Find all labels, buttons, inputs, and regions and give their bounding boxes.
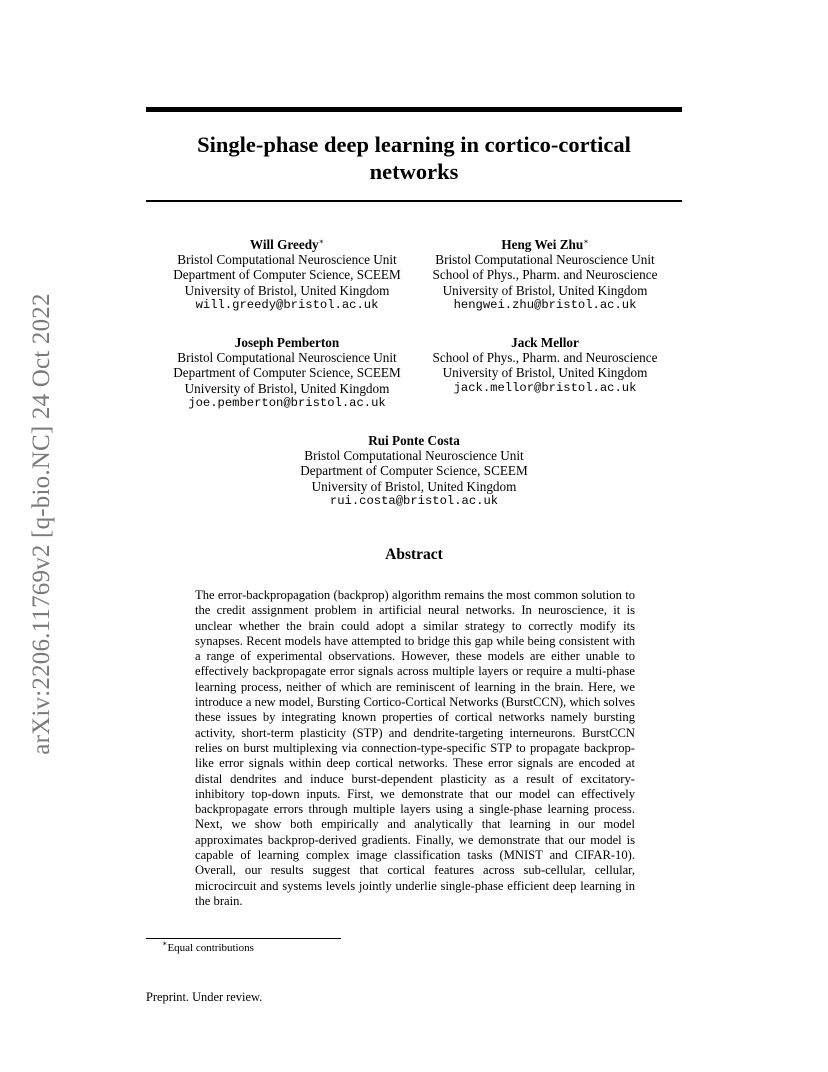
paper-title [146, 131, 682, 185]
author-block-costa [296, 433, 532, 509]
arxiv-id: arXiv:2206.11769v2 [q-bio.NC] 24 Oct 2022 [28, 293, 55, 755]
author-affiliation: University of Bristol, United Kingdom [184, 282, 390, 298]
abstract-text: The error-backpropagation (backprop) algorithm remains the most common solution to the credit assignment problem in artificial neural networks. In neuroscience, it is unclear whether the brain could adopt a similar strategy to correctly modify its synapses. Recent models have attempted to bridge this gap while being consistent with a range of experimental observations. However, these models are either unable to effectively backpropagate error signals across multiple layers or require a multi-phase learning process, neither of which are reminiscent of learning in the brain. Here, we introduce a new model, Bursting Cortico-Cortical Networks (BurstCCN), which solves these issues by integrating known properties of cortical networks namely bursting activity, short-term plasticity (STP) and dendrite-targeting interneurons. BurstCCN relies on burst multiplexing via connection-type-specific STP to propagate backprop-like error signals within deep cortical networks. These error signals are encoded at distal dendrites and induce burst-dependent plasticity as a result of excitatory-inhibitory top-down inputs. First, we demonstrate that our model can effectively backpropagate errors through multiple layers using a single-phase learning process. Next, we show both empirically and analytically that learning in our model approximates backprop-derived gradients. Finally, we demonstrate that our model is capable of learning complex image classification tasks (MNIST and CIFAR-10). Overall, our results suggest that cortical features across sub-cellular, cellular, microcircuit and systems levels jointly underlie single-phase efficient deep learning in the brain. [195, 588, 635, 908]
author-affiliation: Department of Computer Science, SCEEM [173, 365, 401, 381]
title-line-1: Single-phase deep learning in cortico-cortical [197, 132, 631, 157]
author-name: Joseph Pemberton [234, 335, 340, 350]
author-affiliation: School of Phys., Pharm. and Neuroscience [432, 350, 658, 366]
author-email[interactable]: will.greedy@bristol.ac.uk [195, 297, 379, 312]
preprint-note: Preprint. Under review. [146, 990, 263, 1004]
author-block-mellor [428, 335, 662, 396]
author-affiliation: University of Bristol, United Kingdom [184, 380, 390, 396]
author-block-pemberton [172, 335, 402, 411]
author-block-zhu [428, 237, 662, 313]
author-affiliation: University of Bristol, United Kingdom [442, 365, 648, 381]
author-email[interactable]: joe.pemberton@bristol.ac.uk [188, 395, 386, 410]
author-affiliation: Bristol Computational Neuroscience Unit [177, 350, 397, 366]
equal-contribution-mark: ∗ [318, 237, 325, 246]
author-affiliation: University of Bristol, United Kingdom [311, 478, 517, 494]
author-name: Will Greedy [249, 237, 319, 252]
author-affiliation: Bristol Computational Neuroscience Unit [177, 252, 397, 268]
title-bottom-rule [146, 200, 682, 202]
author-affiliation: University of Bristol, United Kingdom [442, 282, 648, 298]
author-affiliation: Department of Computer Science, SCEEM [300, 463, 528, 479]
author-block-greedy [172, 237, 402, 313]
footnote [162, 941, 254, 955]
abstract-heading: Abstract [385, 546, 443, 563]
title-top-rule [146, 107, 682, 112]
author-affiliation: Bristol Computational Neuroscience Unit [304, 448, 524, 464]
equal-contribution-mark: ∗ [583, 237, 589, 246]
author-affiliation: Department of Computer Science, SCEEM [173, 267, 401, 283]
author-email[interactable]: hengwei.zhu@bristol.ac.uk [453, 297, 637, 312]
author-email[interactable]: jack.mellor@bristol.ac.uk [453, 380, 637, 395]
author-email[interactable]: rui.costa@bristol.ac.uk [329, 493, 499, 508]
title-line-2: networks [369, 159, 459, 184]
footnote-text: Equal contributions [167, 942, 254, 954]
author-name: Heng Wei Zhu [501, 237, 584, 252]
author-name: Jack Mellor [511, 335, 579, 350]
footnote-mark: ∗ [162, 939, 168, 948]
footnote-rule [146, 938, 341, 939]
author-affiliation: School of Phys., Pharm. and Neuroscience [432, 267, 658, 283]
author-affiliation: Bristol Computational Neuroscience Unit [435, 252, 655, 268]
author-name: Rui Ponte Costa [368, 433, 460, 448]
